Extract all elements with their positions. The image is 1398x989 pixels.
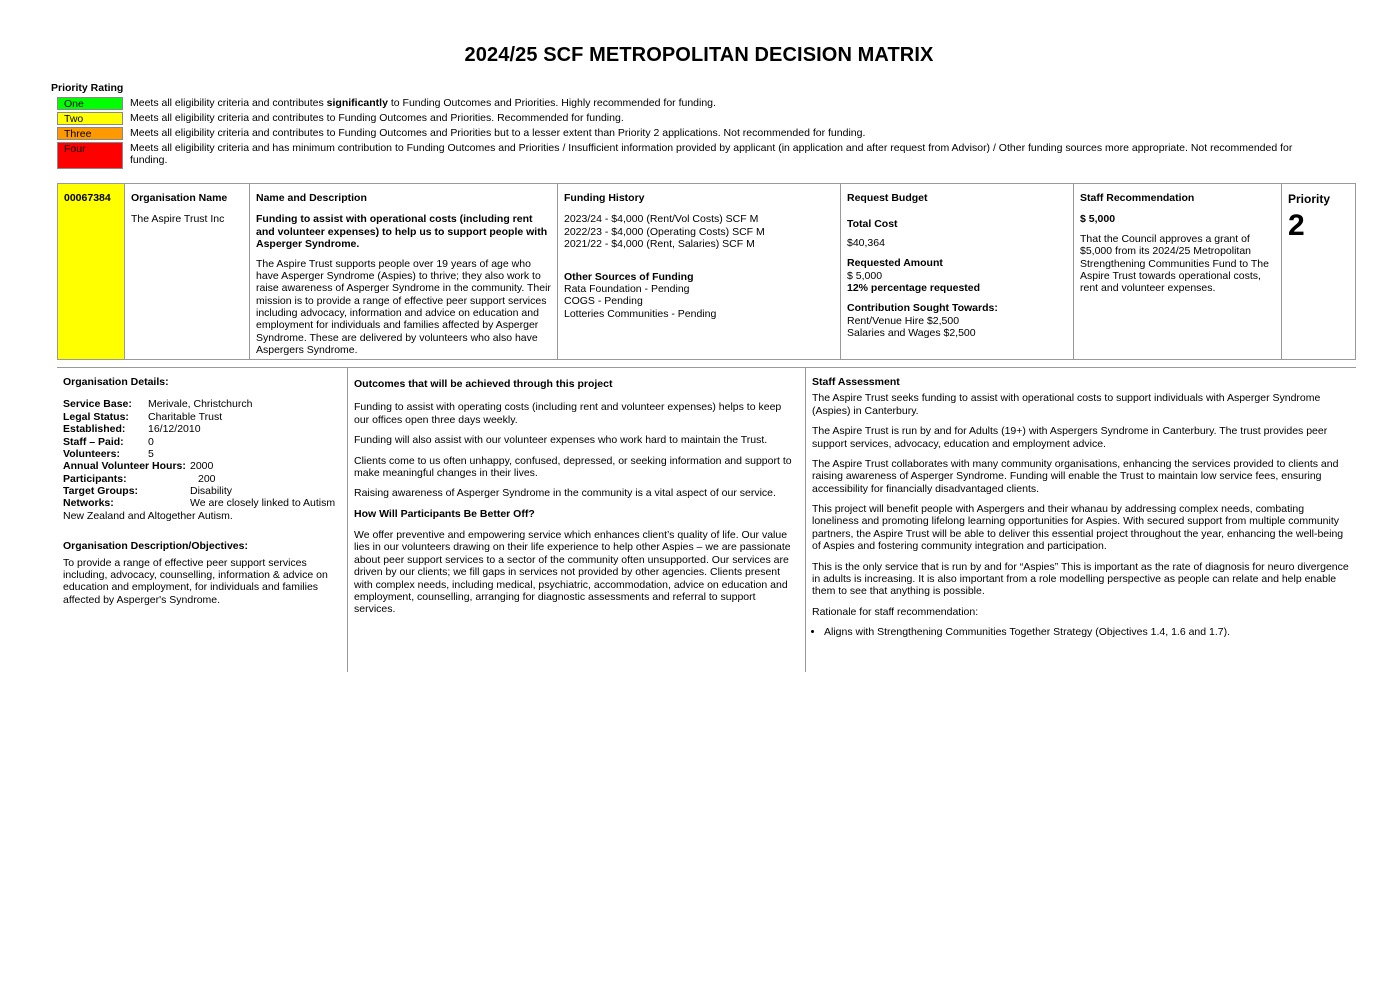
funding-history-cell (558, 184, 841, 359)
detail-participants: Participants: 200 (63, 472, 216, 485)
outcome-paragraph: Clients come to us often unhappy, confused, depressed, or seeking information and support to make meaningful changes in their lives. (354, 454, 792, 479)
better-off-text: We offer preventive and empowering service which enhances client’s quality of life. Our value lies in our volunteers drawing on their life experience to help other Aspies – we are passionate about peer support services to a sector of the community often unsupported. Our services are driven by our clients; we fill gaps in services not provided by other agencies. Clients present with complex needs, including medical, psychiatric, accommodation, advice on education and employment, counselling, arranging for diagnostic assessments and referral to support services. (354, 529, 791, 616)
rationale-list (812, 626, 1350, 638)
staff-assessment-column (806, 368, 1356, 672)
rationale-item: • Aligns with Strengthening Communities Together Strategy (Objectives 1.4, 1.6 and 1.7). (824, 626, 1350, 638)
organisation-details-column (57, 368, 348, 672)
staff-recommendation-header: Staff Recommendation (1080, 192, 1195, 204)
contribution-label: Contribution Sought Towards: (847, 302, 998, 315)
details-section (57, 367, 1356, 672)
priority-desc-one: Meets all eligibility criteria and contributes significantly to Funding Outcomes and Priorities. Highly recommended for funding. (130, 97, 716, 109)
other-funding-item: Lotteries Communities - Pending (564, 307, 717, 320)
request-budget-cell (841, 184, 1074, 359)
requested-amount-label: Requested Amount (847, 257, 943, 270)
project-description: The Aspire Trust supports people over 19 years of age who have Asperger Syndrome (Aspies) to thrive; they also work to raise awareness of Asperger Syndrome in the community. Their mission is to provide a range of effective peer support services including advocacy, information and advice on education and employment for individuals and families affected by Asperger Syndrome. These are delivered by volunteers who also have Aspergers Syndrome. (256, 257, 551, 357)
rationale-header: Rationale for staff recommendation: (812, 605, 979, 618)
priority-row-one (57, 97, 1317, 110)
funding-history-item: 2023/24 - $4,000 (Rent/Vol Costs) SCF M (564, 213, 759, 226)
priority-cell (1282, 184, 1355, 359)
other-funding-item: COGS - Pending (564, 295, 643, 308)
detail-staff-paid: Staff – Paid: 0 (63, 435, 154, 448)
other-funding-item: Rata Foundation - Pending (564, 282, 690, 295)
page-title: 2024/25 SCF METROPOLITAN DECISION MATRIX (464, 44, 934, 66)
priority-rating-label: Priority Rating (51, 82, 124, 94)
total-cost-value: $40,364 (847, 236, 885, 249)
detail-service-base: Service Base: Merivale, Christchurch (63, 398, 253, 411)
funding-history-item: 2021/22 - $4,000 (Rent, Salaries) SCF M (564, 238, 755, 251)
recommended-amount: $ 5,000 (1080, 213, 1116, 226)
priority-row-four (57, 142, 1317, 169)
detail-networks: Networks: We are closely linked to Autism (63, 497, 336, 510)
outcome-paragraph: Funding to assist with operating costs (including rent and volunteer expenses) helps to keep our offices open three days weekly. (354, 401, 782, 426)
project-name: Funding to assist with operational costs (including rent and volunteer expenses) to help us to support people with Asperger Syndrome. (256, 213, 548, 251)
priority-value: 2 (1288, 209, 1305, 243)
priority-swatch-two: Two (57, 112, 123, 125)
outcome-paragraph: Funding will also assist with our volunteer expenses who work hard to maintain the Trust. (354, 434, 768, 447)
better-off-header: How Will Participants Be Better Off? (354, 507, 535, 520)
request-budget-header: Request Budget (847, 192, 928, 204)
priority-swatch-four: Four (57, 142, 123, 169)
organisation-name: The Aspire Trust Inc (131, 213, 225, 226)
organisation-name-header: Organisation Name (131, 192, 228, 204)
assessment-paragraph: The Aspire Trust collaborates with many community organisations, enhancing the services provided to clients and raising awareness of Asperger Syndrome. Funding will enable the Trust to maintain low service fees, ensuring accessibility for financially disadvantaged clients. (812, 457, 1339, 495)
priority-row-three (57, 127, 1317, 140)
application-id: 00067384 (58, 184, 125, 359)
detail-volunteer-hours: Annual Volunteer Hours: 2000 (63, 460, 214, 473)
organisation-details-header: Organisation Details: (63, 376, 169, 388)
detail-established: Established: 16/12/2010 (63, 423, 201, 436)
priority-row-two (57, 112, 1317, 125)
staff-recommendation-cell (1074, 184, 1282, 359)
contribution-item: Salaries and Wages $2,500 (847, 327, 976, 339)
total-cost-label: Total Cost (847, 218, 898, 231)
detail-target-groups: Target Groups: Disability (63, 485, 233, 497)
percentage-requested: 12% percentage requested (847, 281, 981, 294)
funding-history-header: Funding History (564, 192, 645, 204)
priority-header: Priority (1288, 192, 1331, 206)
description-header: Name and Description (256, 192, 367, 204)
outcomes-column (348, 368, 806, 672)
objectives-text: To provide a range of effective peer support services including, advocacy, counselling, information & advice on education and employment, for individuals and families affected by Asperger's Syndrome. (63, 556, 328, 606)
detail-volunteers: Volunteers: 5 (63, 447, 154, 460)
detail-networks-continued: New Zealand and Altogether Autism. (63, 509, 233, 522)
priority-swatch-three: Three (57, 127, 123, 140)
requested-amount-value: $ 5,000 (847, 269, 883, 282)
decision-matrix-table (57, 183, 1356, 360)
staff-assessment-header: Staff Assessment (812, 376, 900, 388)
contribution-item: Rent/Venue Hire $2,500 (847, 314, 960, 327)
description-cell (250, 184, 558, 359)
outcome-paragraph: Raising awareness of Asperger Syndrome in the community is a vital aspect of our service. (354, 487, 776, 500)
organisation-name-cell (125, 184, 250, 359)
objectives-header: Organisation Description/Objectives: (63, 540, 248, 553)
assessment-paragraph: The Aspire Trust seeks funding to assist with operational costs to support individuals with Asperger Syndrome (Aspies) in Canterbury. (812, 392, 1321, 417)
assessment-paragraph: The Aspire Trust is run by and for Adults (19+) with Aspergers Syndrome in Canterbury. The trust provides peer support services, advocacy, education and employment advice. (812, 425, 1328, 450)
outcomes-header: Outcomes that will be achieved through this project (354, 378, 613, 390)
priority-swatch-one: One (57, 97, 123, 110)
funding-history-item: 2022/23 - $4,000 (Operating Costs) SCF M (564, 225, 765, 238)
assessment-paragraph: This is the only service that is run by and for “Aspies” This is important as the rate of diagnosis for neuro divergence in adults is increasing. It is also important from a role modelling perspective as people can relate and help enable them to see that anything is possible. (812, 560, 1349, 598)
recommendation-text: That the Council approves a grant of $5,000 from its 2024/25 Metropolitan Strengthening Communities Fund to The Aspire Trust towards operational costs, rent and volunteer expenses. (1080, 232, 1269, 295)
priority-desc-four: Meets all eligibility criteria and has minimum contribution to Funding Outcomes and Priorities / Insufficient information provided by applicant (in application and after request from Advisor) / Other funding sources more appropriate. Not recommended for funding. (130, 142, 1293, 166)
priority-desc-two: Meets all eligibility criteria and contributes to Funding Outcomes and Priorities. Recommended for funding. (130, 112, 624, 124)
priority-desc-three: Meets all eligibility criteria and contributes to Funding Outcomes and Priorities but to a lesser extent than Priority 2 applications. Not recommended for funding. (130, 127, 866, 139)
detail-legal-status: Legal Status: Charitable Trust (63, 410, 223, 423)
other-funding-header: Other Sources of Funding (564, 270, 694, 283)
assessment-paragraph: This project will benefit people with Aspergers and their whanau by addressing complex needs, combating loneliness and promoting lifelong learning opportunities for Aspies. With secured support from multiple community partners, the Aspire Trust will be able to deliver this essential project throughout the year, enhancing the well-being of Aspies and fostering community integration and participation. (812, 503, 1344, 553)
